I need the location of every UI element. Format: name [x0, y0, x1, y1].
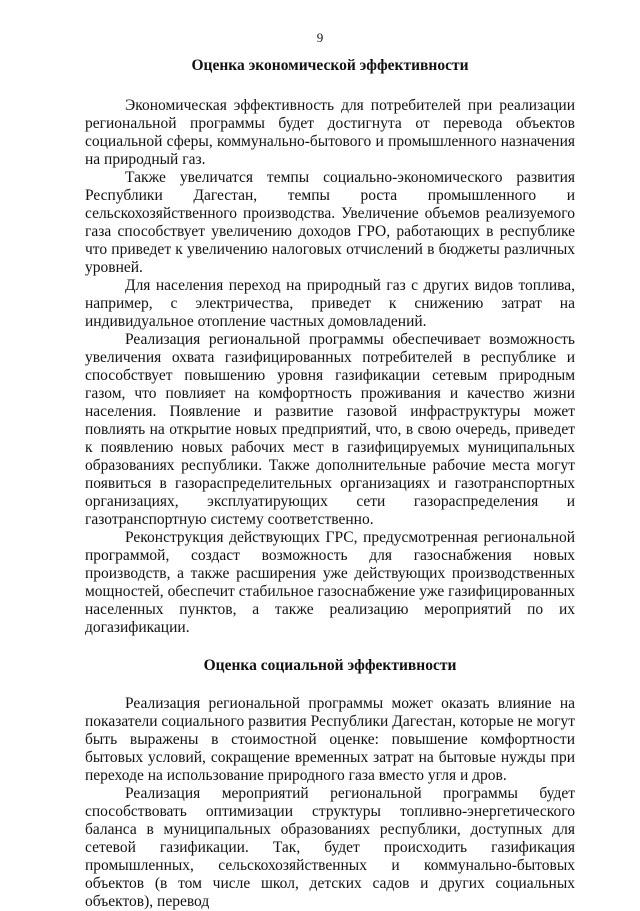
section-social-efficiency — [85, 657, 575, 911]
paragraph: Реализация региональной программы может оказать влияние на показатели социального развития Республики Дагестан, которые не могут быть выражены в стоимостной оценке: повышение комфортности бытовых условий, сокращение временных затрат на бытовые нужды при переходе на использование природного газа вместо угля и дров. — [85, 695, 575, 784]
paragraph: Также увеличатся темпы социально-экономического развития Республики Дагестан, темпы роста промышленного и сельскохозяйственного производства. Увеличение объемов реализуемого газа способствует увеличению доходов ГРО, работающих в республике что приведет к увеличению налоговых отчислений в бюджеты различных уровней. — [85, 169, 575, 276]
page-number: 9 — [316, 30, 324, 45]
section-heading: Оценка экономической эффективности — [191, 57, 469, 74]
paragraph: Реализация мероприятий региональной программы будет способствовать оптимизации структуры топливно-энергетического баланса в муниципальных образованиях республики, доступных для сетевой газификации. Так, будет происходить газификация промышленных, сельскохозяйственных и коммунально-бытовых объектов (в том числе школ, детских садов и других социальных объектов), перевод — [85, 785, 575, 910]
section-heading: Оценка социальной эффективности — [203, 657, 457, 674]
section-economic-efficiency — [85, 57, 575, 637]
paragraph: Для населения переход на природный газ с других видов топлива, например, с электричества, приведет к снижению затрат на индивидуальное отопление частных домовладений. — [85, 277, 575, 330]
paragraph: Реализация региональной программы обеспечивает возможность увеличения охвата газифицированных потребителей в республике и способствует повышению уровня газификации сетевым природным газом, что повлияет на комфортность проживания и качество жизни населения. Появление и развитие газовой инфраструктуры может повлиять на открытие новых предприятий, что, в свою очередь, приведет к появлению новых рабочих мест в газифицируемых муниципальных образованиях республики. Также дополнительные рабочие места могут появиться в газораспределительных организациях и газотранспортных организациях, эксплуатирующих сети газораспределения и газотранспортную систему соответственно. — [85, 331, 575, 528]
paragraph: Реконструкция действующих ГРС, предусмотренная региональной программой, создаст возможность для газоснабжения новых производств, а также расширения уже действующих производственных мощностей, обеспечит стабильное газоснабжение уже газифицированных населенных пунктов, а также реализацию мероприятий по их догазификации. — [85, 529, 575, 636]
paragraph: Экономическая эффективность для потребителей при реализации региональной программы будет достигнута от перевода объектов социальной сферы, коммунально-бытового и промышленного назначения на природный газ. — [85, 97, 575, 168]
document-body — [85, 57, 575, 911]
